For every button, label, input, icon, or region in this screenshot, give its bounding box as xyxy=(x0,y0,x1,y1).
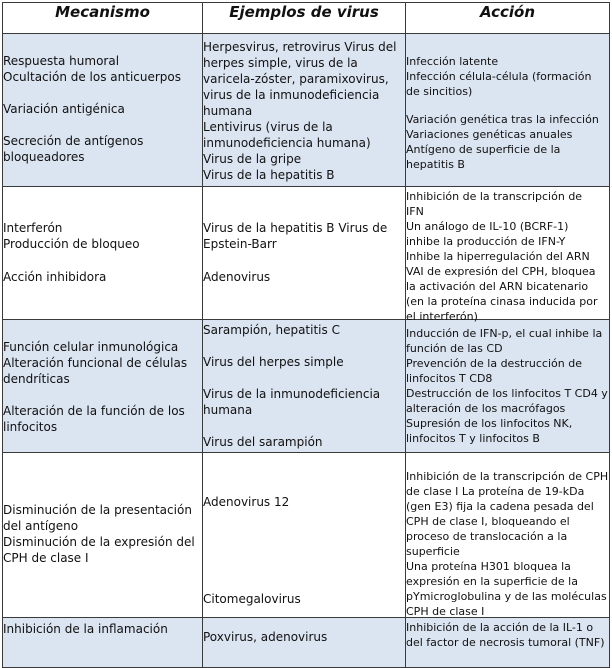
mecanismo-cell xyxy=(3,320,203,453)
virus-text: Lentivirus (virus de la inmunodeficiencia humana) xyxy=(203,120,371,150)
accion-text: Supresión de los linfocitos NK, linfocitos T y linfocitos B xyxy=(406,417,573,445)
table-row xyxy=(3,34,610,187)
mecanismo-text: Disminución de la presentación del antígeno xyxy=(3,503,192,533)
accion-cell xyxy=(406,34,610,187)
virus-cell xyxy=(203,618,406,668)
virus-text: Virus de la inmunodeficiencia humana xyxy=(203,387,381,417)
header-row xyxy=(3,3,610,34)
accion-cell xyxy=(406,618,610,668)
virus-text: Virus de la gripe xyxy=(203,152,302,166)
accion-text: Una proteína H301 bloquea la expresión en la superficie de la pYmicroglobulina y de las moléculas CPH de clase I xyxy=(406,560,607,618)
header-ejemplos-virus: Ejemplos de virus xyxy=(203,3,406,34)
header-mecanismo: Mecanismo xyxy=(3,3,203,34)
virus-text: Adenovirus xyxy=(203,270,271,284)
mecanismo-text: Variación antigénica xyxy=(3,102,125,116)
accion-text: Antígeno de superficie de la hepatitis B xyxy=(406,143,561,171)
virus-cell xyxy=(203,453,406,618)
accion-text: Inhibición de la acción de la IL-1 o del factor de necrosis tumoral (TNF) xyxy=(406,621,605,649)
accion-text: Inhibición de la transcripción de CPH de clase I La proteína de 19-kDa (gen E3) fija la cadena pesada del CPH de clase I, bloqueando el proceso de translocación a la superficie xyxy=(406,470,609,558)
virus-cell xyxy=(203,34,406,187)
mecanismo-text: Inhibición de la inflamación xyxy=(3,622,168,636)
accion-text: Prevención de la destrucción de linfocitos T CD8 xyxy=(406,357,582,385)
accion-text: Destrucción de los linfocitos T CD4 y alteración de los macrófagos xyxy=(406,387,608,415)
accion-text: Infección célula-célula (formación de sincitios) xyxy=(406,70,592,98)
mecanismo-text: Secreción de antígenos bloqueadores xyxy=(3,134,144,164)
accion-cell xyxy=(406,453,610,618)
accion-text: Un análogo de IL-10 (BCRF-1) inhibe la producción de IFN-Y xyxy=(406,220,569,248)
mecanismo-text: Acción inhibidora xyxy=(3,270,107,284)
virus-text: Adenovirus 12 xyxy=(203,495,290,509)
mecanismo-text: Producción de bloqueo xyxy=(3,237,140,251)
table-row xyxy=(3,618,610,668)
virus-text: Virus de la hepatitis B Virus de Epstein-Barr xyxy=(203,221,388,251)
accion-text: Variaciones genéticas anuales xyxy=(406,128,573,141)
table-row xyxy=(3,320,610,453)
header-accion: Acción xyxy=(406,3,610,34)
mecanismo-cell xyxy=(3,618,203,668)
table-row xyxy=(3,187,610,320)
virus-text: Sarampión, hepatitis C xyxy=(203,323,340,337)
accion-cell xyxy=(406,187,610,323)
mecanismo-text: Alteración funcional de células dendríticas xyxy=(3,356,188,386)
mecanismo-text: Ocultación de los anticuerpos xyxy=(3,70,182,84)
mecanismo-cell xyxy=(3,187,203,320)
virus-text: Herpesvirus, retrovirus Virus del herpes simple, virus de la varicela-zóster, paramixovirus, virus de la inmunodeficiencia humana xyxy=(203,40,397,118)
mecanismo-text: Función celular inmunológica xyxy=(3,340,179,354)
accion-text: Variación genética tras la infección xyxy=(406,113,599,126)
virus-cell xyxy=(203,187,406,320)
mecanismo-cell xyxy=(3,453,203,618)
mecanismo-text: Disminución de la expresión del CPH de clase I xyxy=(3,535,195,565)
table-row xyxy=(3,453,610,618)
accion-text: Infección latente xyxy=(406,55,499,68)
virus-text: Virus de la hepatitis B xyxy=(203,168,335,182)
accion-cell xyxy=(406,320,610,453)
virus-text: Virus del herpes simple xyxy=(203,355,344,369)
mecanismo-cell xyxy=(3,34,203,187)
accion-text: Inhibición de la transcripción de IFN xyxy=(406,190,583,218)
mecanismo-text: Alteración de la función de los linfocitos xyxy=(3,404,185,434)
accion-text: Inhibe la hiperregulación del ARN VAI de expresión del CPH, bloquea la activación del ARN bicatenario (en la proteína cinasa inducida por el interferón) xyxy=(406,250,598,323)
virus-cell xyxy=(203,320,406,453)
virus-text: Virus del sarampión xyxy=(203,435,323,449)
mecanismo-text: Interferón xyxy=(3,221,63,235)
virus-text: Poxvirus, adenovirus xyxy=(203,630,328,644)
mecanismo-text: Respuesta humoral xyxy=(3,54,120,68)
virus-evasion-table xyxy=(2,2,610,668)
accion-text: Inducción de IFN-p, el cual inhibe la función de las CD xyxy=(406,327,603,355)
virus-text: Citomegalovirus xyxy=(203,592,301,606)
